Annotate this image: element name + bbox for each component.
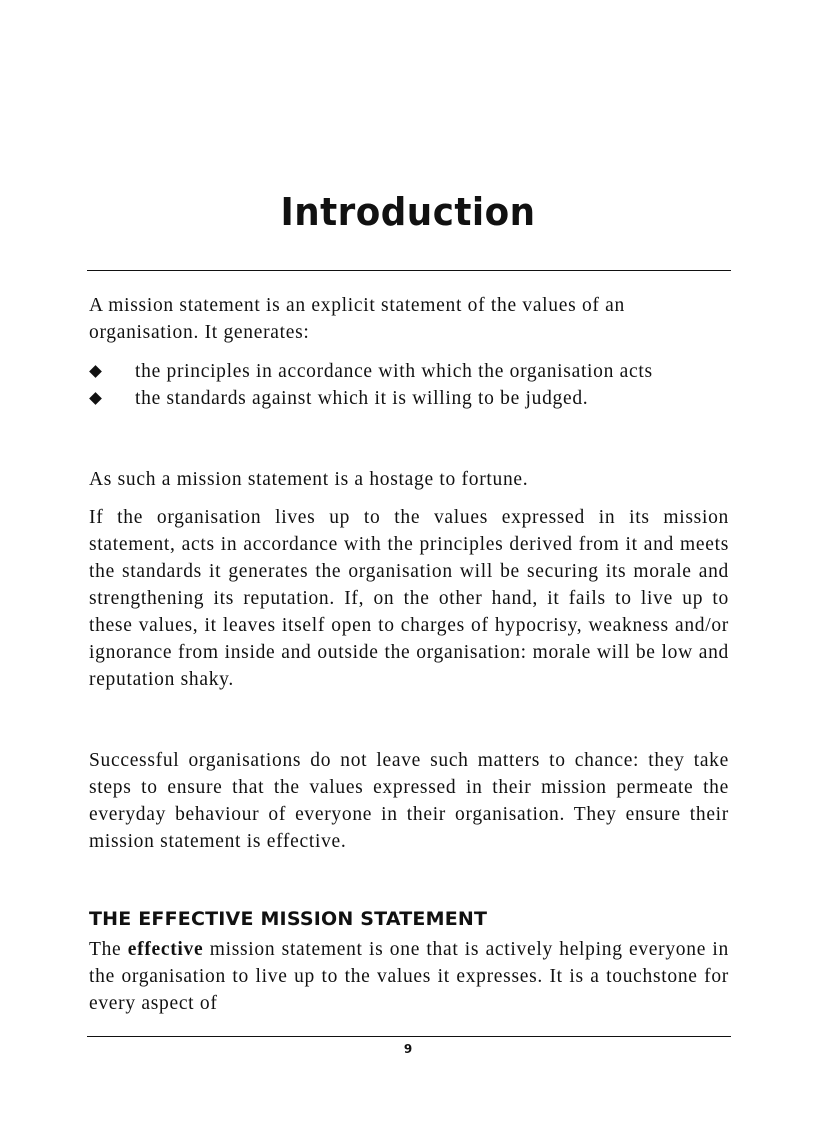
- paragraph-lead: The: [89, 939, 128, 960]
- paragraph-effective: [89, 936, 729, 1017]
- chapter-title: Introduction: [280, 190, 536, 234]
- section-heading: THE EFFECTIVE MISSION STATEMENT: [89, 908, 488, 930]
- paragraph-values: If the organisation lives up to the values expressed in its mission statement, acts in accordance with the principles derived from it and meets the standards it generates the organisation will be securing its morale and strengthening its reputation. If, on the other hand, it fails to live up to these values, it leaves itself open to charges of hypocrisy, weakness and/or ignorance from inside and outside the organisation: morale will be low and reputation shaky.: [89, 507, 729, 690]
- footer-divider: [87, 1036, 731, 1037]
- bullet-item: [89, 358, 729, 385]
- paragraph-successful: Successful organisations do not leave such matters to chance: they take steps to ensure that the values expressed in their mission permeate the everyday behaviour of everyone in their organisation. They ensure their mission statement is effective.: [89, 750, 729, 852]
- intro-paragraph: A mission statement is an explicit statement of the values of an organisation. It generates:: [89, 295, 625, 343]
- diamond-bullet-icon: [89, 392, 102, 405]
- title-divider: [87, 270, 731, 271]
- bullet-text: the standards against which it is willing to be judged.: [135, 388, 589, 409]
- paragraph-rest: mission statement is one that is actively helping everyone in the organisation to live up to the values it expresses. It is a touchstone for every aspect of: [89, 939, 729, 1014]
- bullet-item: [89, 385, 729, 412]
- paragraph-hostage: As such a mission statement is a hostage to fortune.: [89, 469, 529, 490]
- page-number: 9: [403, 1042, 413, 1056]
- bullet-text: the principles in accordance with which the organisation acts: [135, 361, 653, 382]
- emphasis-text: effective: [127, 939, 204, 960]
- bullet-list: [89, 358, 729, 412]
- diamond-bullet-icon: [89, 365, 102, 378]
